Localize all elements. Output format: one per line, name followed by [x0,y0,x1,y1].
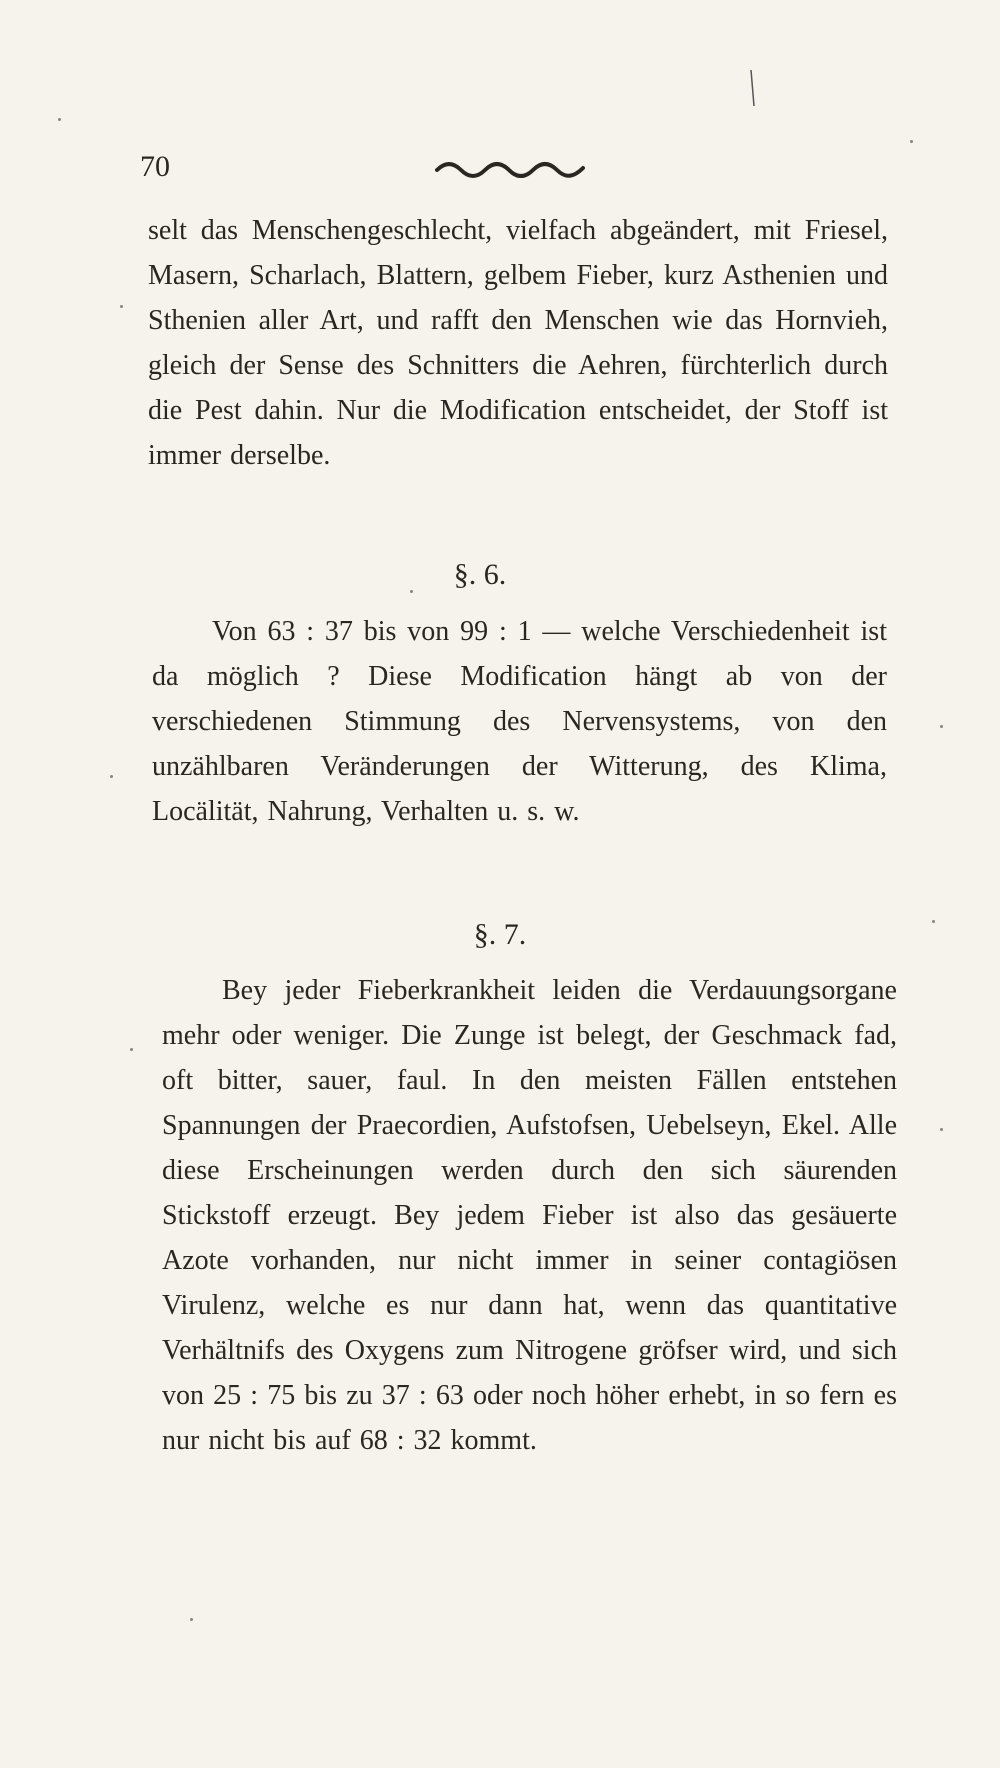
scan-speck [120,305,123,308]
scan-speck [940,1128,943,1131]
page-number: 70 [140,150,170,183]
scan-speck [410,590,413,593]
scan-speck [932,920,935,923]
scan-speck [58,118,61,121]
section-heading-7: §. 7. [473,918,527,951]
scan-speck [910,140,913,143]
ornament-rule-icon [435,158,585,178]
scan-speck [130,1048,133,1051]
paragraph-section-6: Von 63 : 37 bis von 99 : 1 — welche Verschiedenheit ist da möglich ? Diese Modification hängt ab von der verschiedenen Stimmung des Nervensystems, von den unzählbaren Veränderungen der Witterung, des Klima, Locälität, Nahrung, Verhalten u. s. w. [152,616,887,827]
scan-mark-icon [750,70,756,106]
scan-speck [940,725,943,728]
paragraph-continued: selt das Menschengeschlecht, vielfach abgeändert, mit Friesel, Masern, Scharlach, Blattern, gelbem Fieber, kurz Asthenien und Sthenien aller Art, und rafft den Menschen wie das Hornvieh, gleich der Sense des Schnitters die Aehren, fürchterlich durch die Pest dahin. Nur die Modification entscheidet, der Stoff ist immer derselbe. [148,215,888,471]
scan-speck [190,1618,193,1621]
paragraph-section-7: Bey jeder Fieberkrankheit leiden die Verdauungsorgane mehr oder weniger. Die Zunge ist belegt, der Geschmack fad, oft bitter, sauer, faul. In den meisten Fällen entstehen Spannungen der Praecordien, Aufstofsen, Uebelseyn, Ekel. Alle diese Erscheinungen werden durch den sich säurenden Stickstoff erzeugt. Bey jedem Fieber ist also das gesäuerte Azote vorhanden, nur nicht immer in seiner contagiösen Virulenz, welche es nur dann hat, wenn das quantitative Verhältnifs des Oxygens zum Nitrogene gröfser wird, und sich von 25 : 75 bis zu 37 : 63 oder noch höher erhebt, in so fern es nur nicht bis auf 68 : 32 kommt. [162,975,897,1456]
scan-speck [110,775,113,778]
section-heading-6: §. 6. [453,558,507,591]
